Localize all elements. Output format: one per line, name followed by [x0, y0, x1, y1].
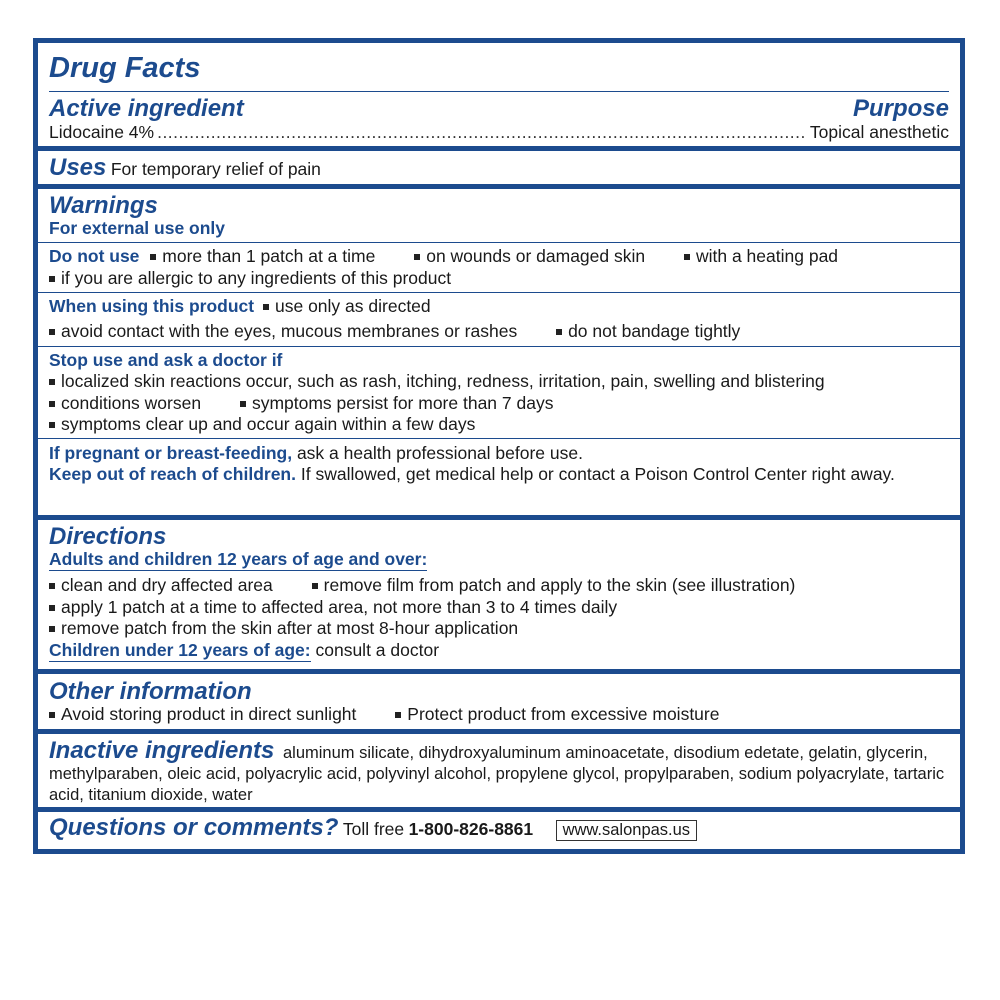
- external-use-only: For external use only: [49, 218, 226, 238]
- drug-facts-title: Drug Facts: [49, 54, 949, 92]
- do-not-use-item: on wounds or damaged skin: [426, 246, 646, 266]
- website-link[interactable]: www.salonpas.us: [556, 820, 697, 841]
- children-under-12-text: consult a doctor: [315, 639, 440, 660]
- directions-item: apply 1 patch at a time to affected area, not more than 3 to 4 times daily: [61, 596, 618, 617]
- other-information-item: Protect product from excessive moisture: [407, 704, 720, 724]
- stop-use-block: [49, 347, 949, 438]
- drug-facts-panel: [33, 38, 965, 854]
- toll-free-label: Toll free: [342, 819, 405, 839]
- inactive-ingredients-section: [38, 734, 960, 812]
- do-not-use-label: Do not use: [49, 246, 140, 266]
- do-not-use-item: with a heating pad: [695, 246, 839, 266]
- leader-dots: [157, 122, 807, 144]
- warnings-heading: Warnings: [49, 192, 158, 219]
- when-using-block: [49, 293, 949, 346]
- questions-section: [38, 812, 960, 841]
- directions-section: [38, 520, 960, 674]
- stop-use-item: symptoms persist for more than 7 days: [251, 392, 554, 413]
- phone-number[interactable]: 1-800-826-8861: [408, 819, 534, 839]
- warnings-section: [38, 189, 960, 520]
- directions-item: clean and dry affected area: [61, 575, 273, 595]
- active-ingredient-name: Lidocaine 4%: [49, 122, 155, 142]
- uses-section: [38, 151, 960, 189]
- when-using-label: When using this product: [49, 296, 255, 316]
- other-information-heading: Other information: [49, 678, 252, 705]
- drug-facts-header-section: [38, 43, 960, 151]
- stop-use-item: conditions worsen: [61, 392, 202, 413]
- directions-item: remove patch from the skin after at most 8-hour application: [61, 618, 519, 638]
- keep-out-text: If swallowed, get medical help or contact a Poison Control Center right away.: [300, 464, 895, 484]
- active-ingredient-row: [49, 122, 949, 144]
- pregnant-text: ask a health professional before use.: [296, 442, 583, 463]
- do-not-use-block: [49, 243, 949, 292]
- directions-heading: Directions: [49, 523, 167, 550]
- other-information-item: Avoid storing product in direct sunlight: [61, 704, 357, 724]
- questions-heading: Questions or comments?: [49, 814, 339, 841]
- pregnant-label: If pregnant or breast-feeding,: [49, 442, 293, 463]
- uses-text: For temporary relief of pain: [110, 159, 321, 179]
- stop-use-item: symptoms clear up and occur again within a few days: [61, 414, 476, 434]
- when-using-item: use only as directed: [275, 296, 431, 316]
- when-using-item: avoid contact with the eyes, mucous membranes or rashes: [61, 320, 518, 341]
- other-information-section: [38, 674, 960, 734]
- active-ingredient-purpose: Topical anesthetic: [809, 122, 949, 142]
- purpose-heading: Purpose: [852, 95, 949, 122]
- pregnancy-children-block: [49, 439, 949, 486]
- adults-heading: Adults and children 12 years of age and over:: [49, 549, 428, 569]
- stop-use-label: Stop use and ask a doctor if: [49, 350, 283, 370]
- when-using-item: do not bandage tightly: [568, 320, 741, 341]
- inactive-ingredients-text: aluminum silicate, dihydroxyaluminum aminoacetate, disodium edetate, gelatin, glycerin, methylparaben, oleic acid, polyacrylic acid, polyvinyl alcohol, propylene glycol, propylparaben, sodium polyacrylate, tartaric acid, titanium dioxide, water: [49, 744, 945, 804]
- children-under-12-label: Children under 12 years of age:: [49, 639, 311, 660]
- active-ingredient-heading: Active ingredient: [49, 95, 244, 122]
- directions-item: remove film from patch and apply to the skin (see illustration): [323, 575, 796, 595]
- stop-use-item: localized skin reactions occur, such as rash, itching, redness, irritation, pain, swelling and blistering: [61, 371, 825, 391]
- do-not-use-item: if you are allergic to any ingredients of this product: [61, 267, 452, 288]
- do-not-use-item: more than 1 patch at a time: [162, 246, 376, 266]
- uses-heading: Uses: [49, 154, 107, 181]
- inactive-ingredients-heading: Inactive ingredients: [49, 737, 275, 764]
- keep-out-label: Keep out of reach of children.: [49, 464, 296, 484]
- active-ingredient-header-row: [49, 96, 949, 121]
